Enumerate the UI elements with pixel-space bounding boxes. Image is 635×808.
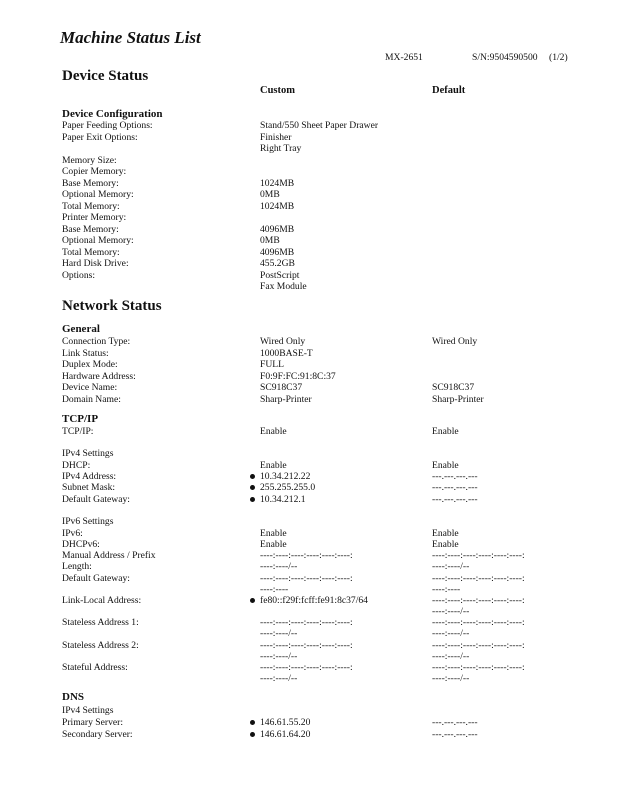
stateful-address-default-value: ----:----:----:----:----:----: xyxy=(432,662,525,673)
row-label: Hard Disk Drive: xyxy=(62,258,129,269)
row-custom-value: 0MB xyxy=(260,189,280,200)
stateless-address-1-default-value-2: ----:----/-- xyxy=(432,628,470,639)
row-label: Connection Type: xyxy=(62,336,131,347)
ipv4-settings-heading: IPv4 Settings xyxy=(62,448,114,459)
bullet-icon xyxy=(250,485,255,490)
stateless-address-2-label: Stateless Address 2: xyxy=(62,640,139,651)
ipv6-settings-heading: IPv6 Settings xyxy=(62,516,114,527)
row-custom-value: 146.61.55.20 xyxy=(260,717,311,728)
row-custom-value: 255.255.255.0 xyxy=(260,482,316,494)
ipv6-gateway-custom-value: ----:----:----:----:----:----: xyxy=(260,573,353,584)
row-custom-value: Wired Only xyxy=(260,336,306,347)
link-local-default-value-2: ----:----/-- xyxy=(432,606,470,617)
ipv6-custom-value: Enable xyxy=(260,528,287,539)
row-custom-value: 146.61.64.20 xyxy=(260,728,311,740)
row-custom-value: F0:9F:FC:91:8C:37 xyxy=(260,370,336,382)
dhcpv6-custom-value: Enable xyxy=(260,539,287,550)
row-label: DHCP: xyxy=(62,460,91,471)
row-label: Paper Exit Options: xyxy=(62,131,138,143)
stateful-address-custom-value: ----:----:----:----:----:----: xyxy=(260,662,353,673)
row-default-value: ---.---.---.--- xyxy=(432,471,478,483)
general-heading: General xyxy=(62,323,100,335)
stateful-address-default-value-2: ----:----/-- xyxy=(432,673,470,684)
manual-address-label: Manual Address / Prefix xyxy=(62,550,156,561)
row-default-value: Sharp-Printer xyxy=(432,393,484,405)
row-label: Optional Memory: xyxy=(62,189,134,200)
row-label: Primary Server: xyxy=(62,717,124,728)
stateless-address-1-default-value: ----:----:----:----:----:----: xyxy=(432,617,525,628)
manual-address-default-value: ----:----:----:----:----:----: xyxy=(432,550,525,561)
row-custom-value: Enable xyxy=(260,460,287,471)
dns-ipv4-settings-heading: IPv4 Settings xyxy=(62,705,114,716)
row-custom-value: Fax Module xyxy=(260,281,307,292)
default-column-header: Default xyxy=(432,85,466,96)
row-custom-value: 1000BASE-T xyxy=(260,347,313,359)
length-custom-value: ----:----/-- xyxy=(260,561,298,572)
tcpip-label: TCP/IP: xyxy=(62,426,94,437)
tcpip-custom-value: Enable xyxy=(260,426,287,437)
row-custom-value: FULL xyxy=(260,359,284,370)
ipv6-gateway-default-value-2: ----:---- xyxy=(432,584,461,595)
link-local-label: Link-Local Address: xyxy=(62,595,142,606)
row-label: Default Gateway: xyxy=(62,493,130,505)
stateless-address-1-label: Stateless Address 1: xyxy=(62,617,139,628)
network-status-heading: Network Status xyxy=(62,298,162,314)
stateless-address-1-custom-value: ----:----:----:----:----:----: xyxy=(260,617,353,628)
link-local-custom-value: fe80::f29f:fcff:fe91:8c37/64 xyxy=(260,595,368,606)
stateful-address-label: Stateful Address: xyxy=(62,662,128,673)
dns-heading: DNS xyxy=(62,691,85,703)
row-default-value: SC918C37 xyxy=(432,382,475,393)
stateless-address-2-custom-value-2: ----:----/-- xyxy=(260,651,298,662)
stateless-address-2-default-value-2: ----:----/-- xyxy=(432,651,470,662)
manual-address-custom-value: ----:----:----:----:----:----: xyxy=(260,550,353,561)
bullet-icon xyxy=(250,732,255,737)
row-label: Optional Memory: xyxy=(62,235,134,246)
row-label: Total Memory: xyxy=(62,200,120,212)
row-label: Paper Feeding Options: xyxy=(62,120,153,131)
row-label: IPv4 Address: xyxy=(62,471,117,483)
row-label: Copier Memory: xyxy=(62,166,127,177)
row-label: Subnet Mask: xyxy=(62,482,116,494)
row-custom-value: Stand/550 Sheet Paper Drawer xyxy=(260,120,379,131)
page-number: (1/2) xyxy=(549,52,568,63)
length-default-value: ----:----/-- xyxy=(432,561,470,572)
bullet-icon xyxy=(250,474,255,479)
stateless-address-2-default-value: ----:----:----:----:----:----: xyxy=(432,640,525,651)
model-number: MX-2651 xyxy=(385,52,423,63)
row-default-value: ---.---.---.--- xyxy=(432,493,478,505)
row-default-value: ---.---.---.--- xyxy=(432,728,478,740)
link-local-default-value: ----:----:----:----:----:----: xyxy=(432,595,525,606)
row-custom-value: Right Tray xyxy=(260,143,302,154)
ipv6-default-value: Enable xyxy=(432,528,459,539)
row-custom-value: 4096MB xyxy=(260,246,295,258)
row-custom-value: PostScript xyxy=(260,269,300,281)
row-custom-value: 10.34.212.22 xyxy=(260,471,311,483)
row-custom-value: 4096MB xyxy=(260,223,295,235)
row-label: Memory Size: xyxy=(62,154,117,166)
row-label: Duplex Mode: xyxy=(62,359,118,370)
stateless-address-1-custom-value-2: ----:----/-- xyxy=(260,628,298,639)
length-label: Length: xyxy=(62,561,92,572)
ipv6-label: IPv6: xyxy=(62,528,83,539)
row-default-value: ---.---.---.--- xyxy=(432,482,478,494)
device-status-heading: Device Status xyxy=(62,68,149,84)
row-label: Printer Memory: xyxy=(62,212,127,223)
row-custom-value: Finisher xyxy=(260,131,292,143)
row-label: Base Memory: xyxy=(62,223,119,235)
bullet-icon xyxy=(250,497,255,502)
row-label: Options: xyxy=(62,269,96,281)
row-custom-value: Sharp-Printer xyxy=(260,393,312,405)
row-default-value: ---.---.---.--- xyxy=(432,717,478,728)
row-custom-value: 1024MB xyxy=(260,177,295,189)
serial-number: S/N:9504590500 xyxy=(472,52,538,63)
device-config-heading: Device Configuration xyxy=(62,108,163,120)
row-label: Secondary Server: xyxy=(62,728,133,740)
ipv6-gateway-default-value: ----:----:----:----:----:----: xyxy=(432,573,525,584)
row-custom-value: 0MB xyxy=(260,235,280,246)
row-label: Link Status: xyxy=(62,347,109,359)
bullet-icon xyxy=(250,598,255,603)
ipv6-gateway-custom-value-2: ----:---- xyxy=(260,584,289,595)
row-custom-value: SC918C37 xyxy=(260,382,303,393)
row-default-value: Enable xyxy=(432,460,459,471)
bullet-icon xyxy=(250,720,255,725)
row-label: Hardware Address: xyxy=(62,370,136,382)
custom-column-header: Custom xyxy=(260,85,296,96)
dhcpv6-label: DHCPv6: xyxy=(62,539,100,550)
tcpip-default-value: Enable xyxy=(432,426,459,437)
row-label: Device Name: xyxy=(62,382,118,393)
ipv6-gateway-label: Default Gateway: xyxy=(62,573,130,584)
tcpip-heading: TCP/IP xyxy=(62,413,99,425)
row-custom-value: 1024MB xyxy=(260,200,295,212)
stateful-address-custom-value-2: ----:----/-- xyxy=(260,673,298,684)
row-label: Domain Name: xyxy=(62,393,121,405)
row-default-value: Wired Only xyxy=(432,336,478,347)
row-label: Base Memory: xyxy=(62,177,119,189)
row-label: Total Memory: xyxy=(62,246,120,258)
document-title: Machine Status List xyxy=(60,28,201,47)
stateless-address-2-custom-value: ----:----:----:----:----:----: xyxy=(260,640,353,651)
row-custom-value: 10.34.212.1 xyxy=(260,493,306,505)
dhcpv6-default-value: Enable xyxy=(432,539,459,550)
row-custom-value: 455.2GB xyxy=(260,258,295,269)
